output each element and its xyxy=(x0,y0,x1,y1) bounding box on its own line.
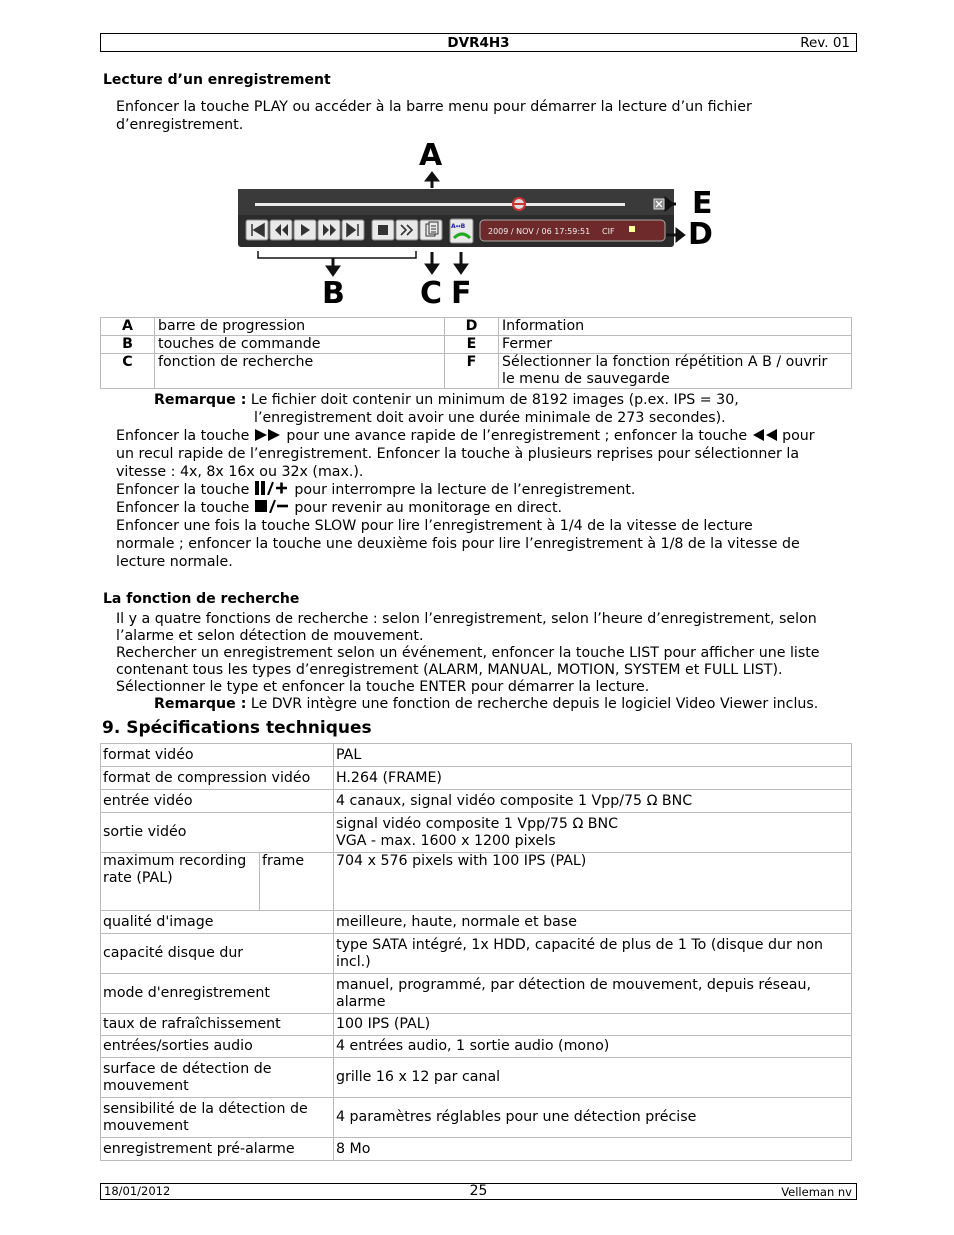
svg-text:A↔B: A↔B xyxy=(451,223,466,230)
intro-line: Enfoncer la touche PLAY ou accéder à la barre menu pour démarrer la lecture d’un fichier xyxy=(116,99,752,115)
fast-forward-icon xyxy=(254,429,282,441)
label-c: C xyxy=(420,276,443,311)
label-e: E xyxy=(692,186,713,221)
doc-revision: Rev. 01 xyxy=(800,35,850,51)
page-number: 25 xyxy=(469,1183,488,1199)
footer-company: Velleman nv xyxy=(781,1185,852,1199)
stop-minus-icon xyxy=(254,499,290,513)
playback-controls-text: Enfoncer la touche pour une avance rapide de l’enregistrement ; enfoncer la touche pour un recul rapide de l’enregistrement. Enfoncer la touche à plusieurs reprises pour sélectionner la vitesse : 4x, 8x 16x ou 32x (max.). Enfoncer la touche pour interrompre la lecture de l’enregistrement. Enfoncer la touche pour revenir au monitorage en direct. Enfoncer une fois la touche SLOW pour lire l’enregistrement à 1/4 de la vitesse de lecture normale ; enfoncer la touche une deuxième fois pour lire l’enregistrement à 1/8 de la vitesse de lecture normale. xyxy=(116,428,815,570)
table-row: capacité disque dur type SATA intégré, 1x HDD, capacité de plus de 1 To (disque dur non incl.) xyxy=(101,934,852,974)
bar-top xyxy=(238,189,674,215)
table-row: taux de rafraîchissement 100 IPS (PAL) xyxy=(101,1014,852,1036)
table-row: format de compression vidéo H.264 (FRAME) xyxy=(101,767,852,790)
table-row: sensibilité de la détection de mouvement 4 paramètres réglables pour une détection précise xyxy=(101,1098,852,1138)
svg-text:CIF: CIF xyxy=(602,227,615,236)
control-buttons xyxy=(246,220,442,240)
page-header xyxy=(100,33,857,52)
rewind-icon xyxy=(752,429,778,441)
table-row: surface de détection de mouvement grille 16 x 12 par canal xyxy=(101,1058,852,1098)
table-row: qualité d'image meilleure, haute, normale et base xyxy=(101,911,852,934)
table-row: enregistrement pré-alarme 8 Mo xyxy=(101,1138,852,1161)
playback-bar-illustration xyxy=(230,140,730,310)
section-heading-specs: 9. Spécifications techniques xyxy=(102,718,372,738)
label-b: B xyxy=(322,276,345,311)
table-row: B touches de commande E Fermer xyxy=(101,336,852,354)
search-text: Il y a quatre fonctions de recherche : selon l’enregistrement, selon l’heure d’enregistrement, selon l’alarme et selon détection de mouvement. Rechercher un enregistrement selon un événement, enfoncer la touche LIST pour afficher une liste contenant tous les types d’enregistrement (ALARM, MANUAL, MOTION, SYSTEM et FULL LIST). Sélectionner le type et enfoncer la touche ENTER pour démarrer la lecture. Remarque : Le DVR intègre une fonction de recherche depuis le logiciel Video Viewer inclus. xyxy=(116,611,820,712)
table-row: A barre de progression D Information xyxy=(101,318,852,336)
table-row: sortie vidéo signal vidéo composite 1 Vpp/75 Ω BNC VGA - max. 1600 x 1200 pixels xyxy=(101,813,852,853)
playback-bar-figure xyxy=(230,140,730,310)
page-footer xyxy=(100,1183,857,1200)
svg-text:2009 / NOV / 06 17:59:51: 2009 / NOV / 06 17:59:51 xyxy=(488,227,591,236)
table-row: C fonction de recherche F Sélectionner la fonction répétition A B / ouvrir le menu de sauvegarde xyxy=(101,354,852,389)
table-row: maximum recording rate (PAL) frame 704 x 576 pixels with 100 IPS (PAL) xyxy=(101,853,852,911)
progress-track xyxy=(255,203,625,206)
note-file-requirements: Remarque : Le fichier doit contenir un minimum de 8192 images (p.ex. IPS = 30, l’enregistrement doit avoir une durée minimale de 273 secondes). xyxy=(154,392,739,426)
table-row: mode d'enregistrement manuel, programmé, par détection de mouvement, depuis réseau, alarme xyxy=(101,974,852,1014)
pause-plus-icon xyxy=(254,481,290,495)
legend-table xyxy=(100,317,852,389)
table-row: entrées/sorties audio 4 entrées audio, 1 sortie audio (mono) xyxy=(101,1036,852,1058)
section-heading-search: La fonction de recherche xyxy=(103,591,300,607)
label-a: A xyxy=(419,138,443,173)
label-d: D xyxy=(688,217,713,252)
section-heading-playback: Lecture d’un enregistrement xyxy=(103,72,331,88)
table-row: format vidéo PAL xyxy=(101,744,852,767)
specifications-table xyxy=(100,743,852,1161)
label-f: F xyxy=(451,276,472,311)
doc-title: DVR4H3 xyxy=(447,35,510,51)
intro-line: d’enregistrement. xyxy=(116,117,244,133)
footer-date: 18/01/2012 xyxy=(104,1184,171,1198)
table-row: entrée vidéo 4 canaux, signal vidéo composite 1 Vpp/75 Ω BNC xyxy=(101,790,852,813)
intro-text xyxy=(116,98,752,134)
